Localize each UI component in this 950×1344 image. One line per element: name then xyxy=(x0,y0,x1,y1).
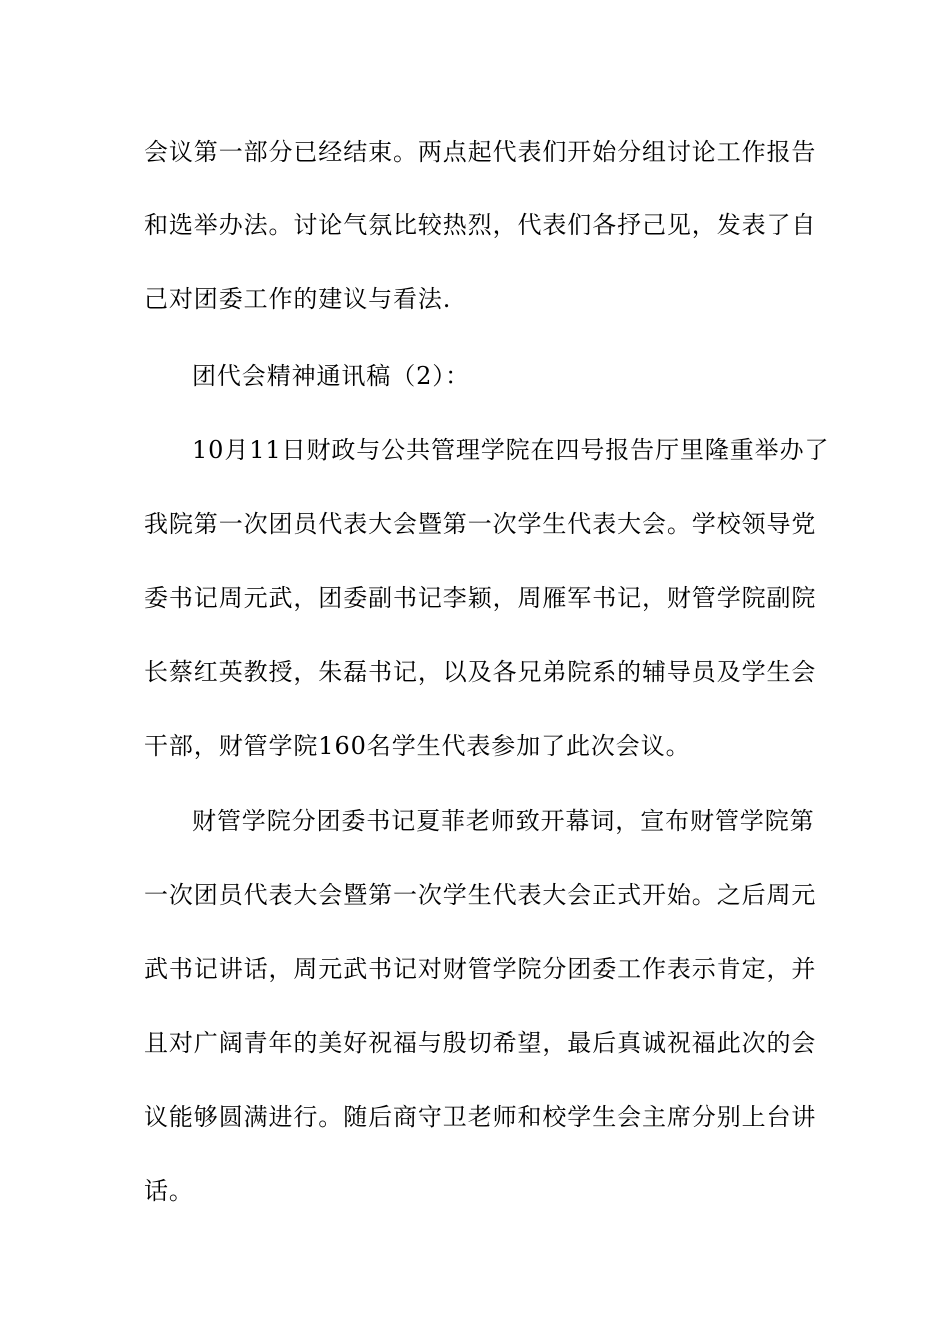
text-line-15: 话。 xyxy=(144,1177,194,1205)
text-line-13: 且对广阔青年的美好祝福与殷切希望，最后真诚祝福此次的会 xyxy=(144,1029,817,1057)
text-line-7: 委书记周元武，团委副书记李颖，周雁军书记，财管学院副院 xyxy=(144,584,817,612)
text-line-14: 议能够圆满进行。随后商守卫老师和校学生会主席分别上台讲 xyxy=(144,1103,817,1131)
text-line-12: 武书记讲话，周元武书记对财管学院分团委工作表示肯定，并 xyxy=(144,955,817,983)
text-line-9: 干部，财管学院160名学生代表参加了此次会议。 xyxy=(144,732,691,760)
text-line-8: 长蔡红英教授，朱磊书记，以及各兄弟院系的辅导员及学生会 xyxy=(144,658,817,686)
text-line-1: 会议第一部分已经结束。两点起代表们开始分组讨论工作报告 xyxy=(144,138,817,166)
text-line-3: 己对团委工作的建议与看法. xyxy=(144,285,452,313)
section-heading: 团代会精神通讯稿（2）： xyxy=(192,362,471,390)
text-line-2: 和选举办法。讨论气氛比较热烈，代表们各抒己见，发表了自 xyxy=(144,211,817,239)
text-line-5: 10月11日财政与公共管理学院在四号报告厅里隆重举办了 xyxy=(192,436,830,464)
text-line-11: 一次团员代表大会暨第一次学生代表大会正式开始。之后周元 xyxy=(144,881,817,909)
text-line-6: 我院第一次团员代表大会暨第一次学生代表大会。学校领导党 xyxy=(144,510,817,538)
text-line-10: 财管学院分团委书记夏菲老师致开幕词，宣布财管学院第 xyxy=(192,807,815,835)
